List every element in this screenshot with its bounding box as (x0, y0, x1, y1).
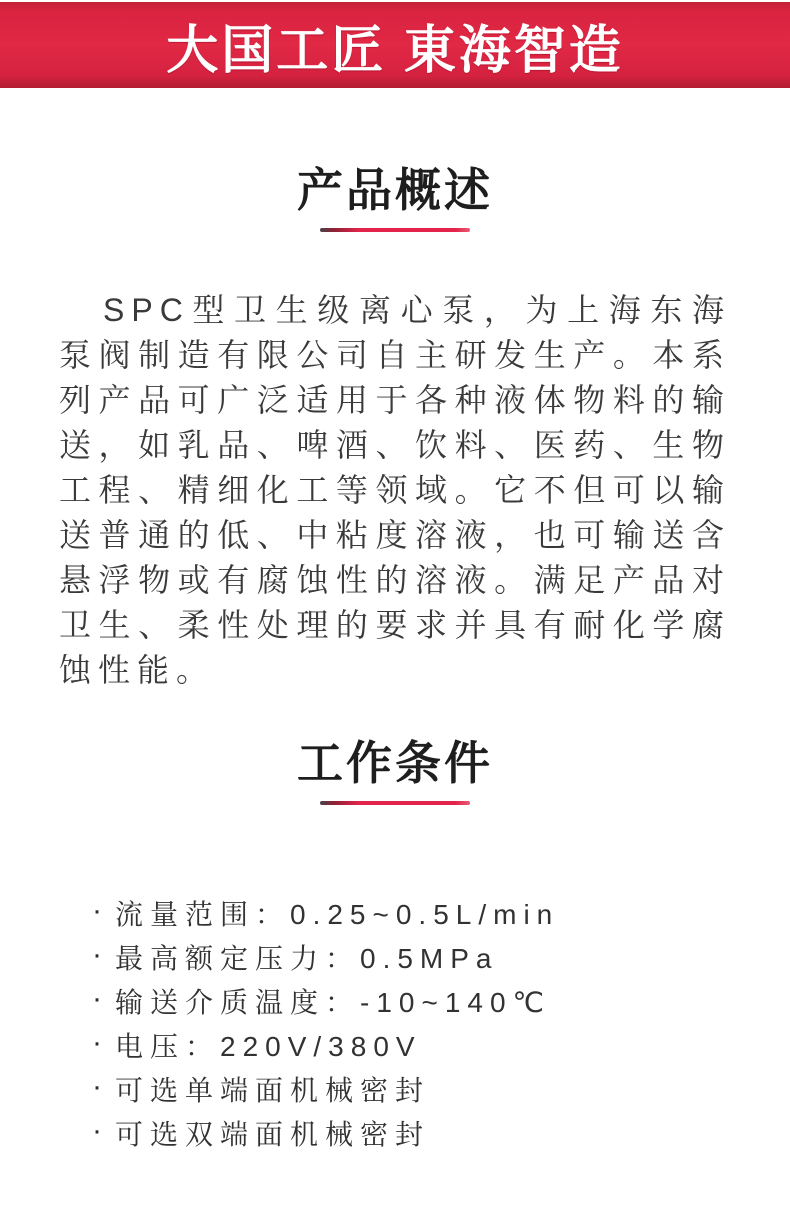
list-item (92, 979, 790, 1023)
list-item-text: 电压：220V/380V (115, 1031, 422, 1062)
list-item-text: 可选单端面机械密封 (115, 1075, 431, 1106)
section-product-overview (0, 166, 790, 693)
list-item (92, 1023, 790, 1067)
list-item-text: 输送介质温度：-10~140℃ (115, 987, 551, 1018)
overview-paragraph: SPC型卫生级离心泵，为上海东海泵阀制造有限公司自主研发生产。本系列产品可广泛适用于各种液体物料的输送，如乳品、啤酒、饮料、医药、生物工程、精细化工等领域。它不但可以输送普通的低、中粘度溶液，也可输送含悬浮物或有腐蚀性的溶液。满足产品对卫生、柔性处理的要求并具有耐化学腐蚀性能。 (59, 292, 731, 688)
conditions-heading: 工作条件 (297, 737, 493, 789)
bullet-dot-icon: · (92, 1026, 102, 1059)
list-item (92, 1067, 790, 1111)
overview-heading: 产品概述 (297, 164, 493, 216)
list-item (92, 935, 790, 979)
conditions-list (0, 891, 790, 1155)
bullet-dot-icon: · (92, 938, 102, 971)
list-item-text: 可选双端面机械密封 (115, 1119, 431, 1150)
conditions-heading-underline (320, 801, 470, 805)
product-detail-page (0, 2, 790, 1216)
overview-heading-underline (320, 228, 470, 232)
list-item-text: 流量范围：0.25~0.5L/min (115, 899, 560, 930)
section-working-conditions (0, 739, 790, 1155)
list-item (92, 891, 790, 935)
bullet-dot-icon: · (92, 1114, 102, 1147)
list-item (92, 1111, 790, 1155)
bullet-dot-icon: · (92, 894, 102, 927)
bullet-dot-icon: · (92, 982, 102, 1015)
list-item-text: 最高额定压力：0.5MPa (115, 943, 499, 974)
banner-slogan: 大国工匠 東海智造 (166, 21, 624, 80)
bullet-dot-icon: · (92, 1070, 102, 1103)
brand-banner (0, 2, 790, 88)
